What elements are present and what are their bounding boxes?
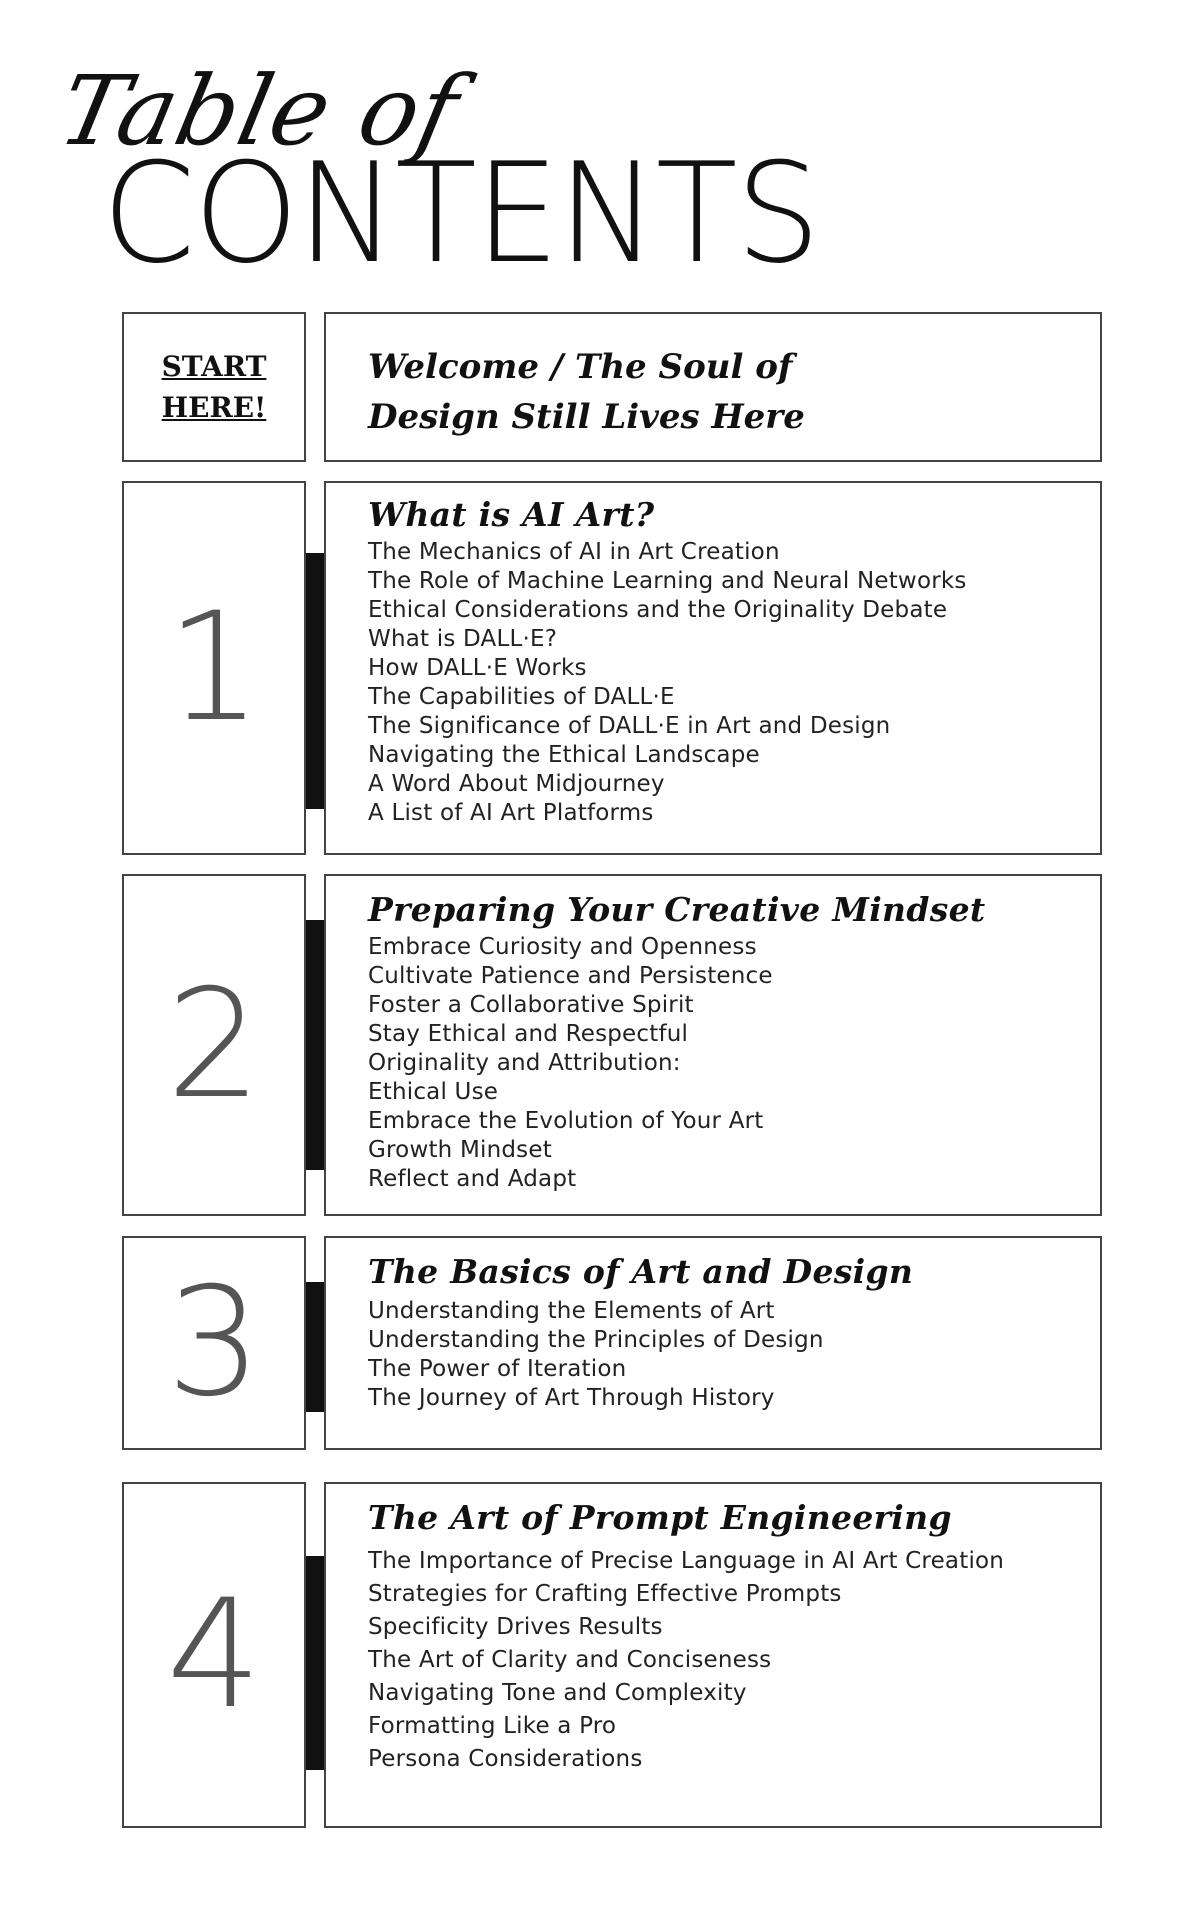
toc-header xyxy=(0,0,1200,300)
list-item: Ethical Considerations and the Originality Debate xyxy=(368,597,948,623)
list-item: The Significance of DALL·E in Art and Design xyxy=(368,713,891,739)
welcome-title-line2: Design Still Lives Here xyxy=(368,397,805,437)
section-3-number: 3 xyxy=(166,1256,262,1430)
list-item: Understanding the Principles of Design xyxy=(368,1327,824,1353)
list-item: A Word About Midjourney xyxy=(368,771,665,797)
section-1-number: 1 xyxy=(166,581,262,755)
main-title: CONTENTS xyxy=(102,133,819,294)
section-4-title: The Art of Prompt Engineering xyxy=(368,1498,952,1537)
list-item: Stay Ethical and Respectful xyxy=(368,1021,689,1047)
list-item: The Importance of Precise Language in AI Art Creation xyxy=(368,1548,1005,1574)
section-1-number-box xyxy=(122,481,306,855)
script-title: Table of xyxy=(50,55,469,167)
section-3-content-box xyxy=(324,1236,1102,1450)
list-item: Originality and Attribution: xyxy=(368,1050,681,1076)
start-here-label xyxy=(162,346,267,428)
list-item: The Power of Iteration xyxy=(368,1356,627,1382)
welcome-box xyxy=(324,312,1102,462)
section-1-content-box xyxy=(324,481,1102,855)
start-label-line1: START xyxy=(161,350,267,383)
section-4-number-box xyxy=(122,1482,306,1828)
section-4-list xyxy=(368,1545,1100,1776)
section-3-divider-bar xyxy=(306,1282,324,1412)
section-4-content-box xyxy=(324,1482,1102,1828)
list-item: A List of AI Art Platforms xyxy=(368,800,654,826)
list-item: Foster a Collaborative Spirit xyxy=(368,992,694,1018)
list-item: Cultivate Patience and Persistence xyxy=(368,963,773,989)
list-item: Persona Considerations xyxy=(368,1746,643,1772)
list-item: Understanding the Elements of Art xyxy=(368,1298,775,1324)
section-2-divider-bar xyxy=(306,920,324,1170)
welcome-title xyxy=(368,342,1100,442)
list-item: Growth Mindset xyxy=(368,1137,552,1163)
section-2-list xyxy=(368,933,1100,1194)
list-item: What is DALL·E? xyxy=(368,626,558,652)
section-2-title: Preparing Your Creative Mindset xyxy=(368,890,986,929)
section-1-title: What is AI Art? xyxy=(368,495,655,534)
section-3-number-box xyxy=(122,1236,306,1450)
list-item: Navigating Tone and Complexity xyxy=(368,1680,747,1706)
list-item: Ethical Use xyxy=(368,1079,499,1105)
list-item: Specificity Drives Results xyxy=(368,1614,663,1640)
welcome-title-line1: Welcome / The Soul of xyxy=(368,347,793,387)
section-1-list xyxy=(368,538,1100,828)
section-4-divider-bar xyxy=(306,1556,324,1770)
section-2-content-box xyxy=(324,874,1102,1216)
section-2-number-box xyxy=(122,874,306,1216)
list-item: Navigating the Ethical Landscape xyxy=(368,742,760,768)
list-item: The Journey of Art Through History xyxy=(368,1385,775,1411)
list-item: The Role of Machine Learning and Neural Networks xyxy=(368,568,967,594)
section-2-number: 2 xyxy=(166,958,262,1132)
list-item: Reflect and Adapt xyxy=(368,1166,577,1192)
list-item: The Mechanics of AI in Art Creation xyxy=(368,539,780,565)
list-item: Embrace Curiosity and Openness xyxy=(368,934,757,960)
list-item: The Art of Clarity and Conciseness xyxy=(368,1647,772,1673)
list-item: Strategies for Crafting Effective Prompts xyxy=(368,1581,842,1607)
start-here-box xyxy=(122,312,306,462)
list-item: The Capabilities of DALL·E xyxy=(368,684,675,710)
section-3-list xyxy=(368,1297,1100,1413)
list-item: Formatting Like a Pro xyxy=(368,1713,617,1739)
list-item: How DALL·E Works xyxy=(368,655,587,681)
section-4-number: 4 xyxy=(166,1568,262,1742)
section-3-title: The Basics of Art and Design xyxy=(368,1252,914,1291)
start-label-line2: HERE! xyxy=(161,391,267,424)
list-item: Embrace the Evolution of Your Art xyxy=(368,1108,764,1134)
section-1-divider-bar xyxy=(306,553,324,809)
